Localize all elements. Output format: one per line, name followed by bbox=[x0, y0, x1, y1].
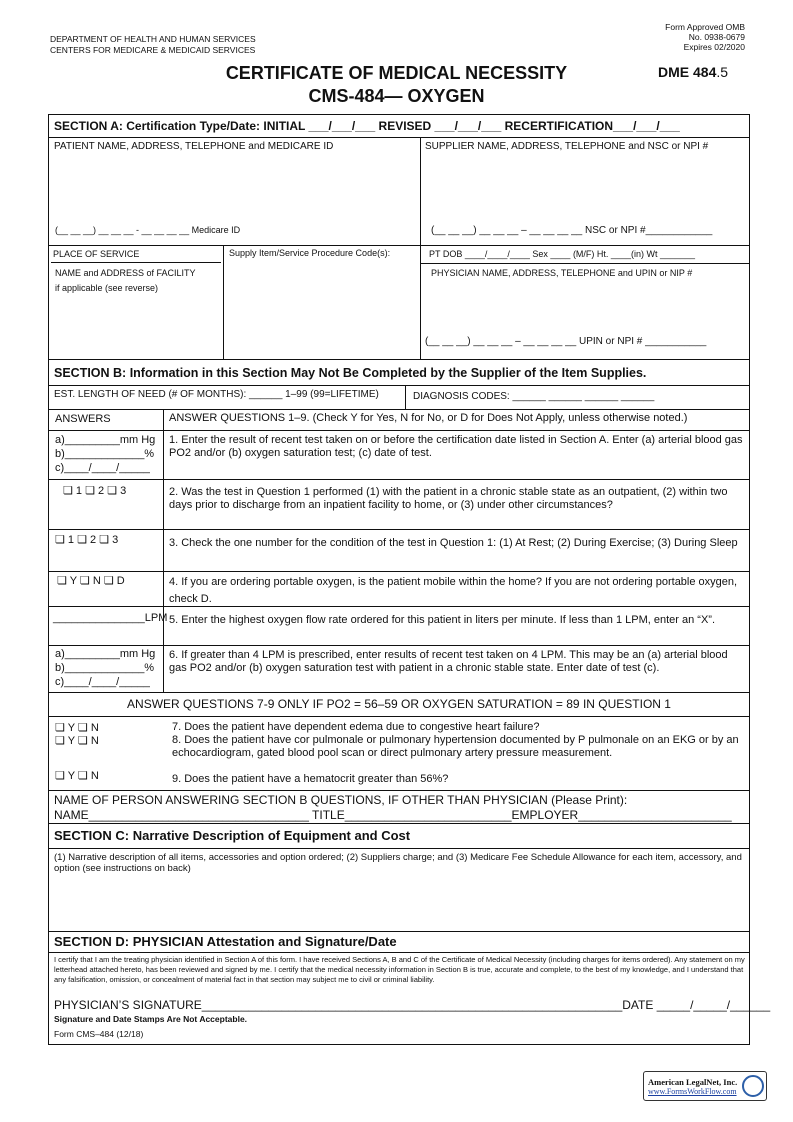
divider bbox=[49, 359, 749, 360]
divider bbox=[49, 790, 749, 791]
section-d-heading: SECTION D: PHYSICIAN Attestation and Signature/Date bbox=[54, 934, 397, 949]
narrative-description-field[interactable]: (1) Narrative description of all items, accessories and option ordered; (2) Suppliers charge; and (3) Medicare Fee Schedule Allowance for each item, accessory, and option (see instructions on back) bbox=[54, 852, 742, 874]
physician-signature-field[interactable]: PHYSICIAN’S SIGNATURE_______________________________________________________________DATE _____/_____/______ bbox=[54, 998, 771, 1012]
question-4: 4. If you are ordering portable oxygen, is the patient mobile within the home? If you are not ordering portable oxygen, check D. bbox=[169, 576, 738, 605]
form-title-line2: CMS-484— OXYGEN bbox=[308, 86, 485, 106]
patient-info-label: PATIENT NAME, ADDRESS, TELEPHONE and MEDICARE ID bbox=[54, 141, 334, 152]
q1-date-field[interactable]: c)____/____/_____ bbox=[55, 462, 150, 474]
question-9: 9. Does the patient have a hematocrit greater than 56%? bbox=[172, 773, 449, 785]
q1-sat-field[interactable]: b)_____________% bbox=[55, 448, 155, 460]
divider bbox=[49, 931, 749, 932]
q6-po2-field[interactable]: a)_________mm Hg bbox=[55, 648, 156, 660]
divider bbox=[51, 262, 221, 263]
q9-checkboxes[interactable]: ❏ Y ❏ N bbox=[55, 770, 99, 782]
globe-icon bbox=[742, 1075, 764, 1097]
divider bbox=[49, 245, 749, 246]
divider bbox=[420, 263, 749, 264]
logo-company: American LegalNet, Inc. bbox=[648, 1077, 738, 1087]
logo-website: www.FormsWorkFlow.com bbox=[648, 1087, 737, 1096]
facility-label: NAME and ADDRESS of FACILITY bbox=[55, 268, 196, 278]
question-6: 6. If greater than 4 LPM is prescribed, enter results of recent test taken on 4 LPM. This may be an (a) arterial blood gas PO2 and/or (b) oxygen saturation test with patient in a chronic stable state. Enter date of test (c). bbox=[169, 649, 728, 674]
divider bbox=[49, 385, 749, 386]
divider bbox=[49, 823, 749, 824]
divider bbox=[49, 137, 749, 138]
divider bbox=[405, 385, 406, 409]
supply-codes-field[interactable]: Supply Item/Service Procedure Code(s): bbox=[229, 248, 391, 258]
answers-header: ANSWERS bbox=[55, 413, 111, 425]
divider bbox=[49, 952, 749, 953]
divider bbox=[49, 409, 749, 410]
dme-label: DME 484 bbox=[658, 64, 717, 80]
q6-sat-field[interactable]: b)_____________% bbox=[55, 662, 155, 674]
patient-phone-field[interactable]: (__ __ __) __ __ __ - __ __ __ __ Medicare ID bbox=[55, 225, 241, 235]
agency-header bbox=[50, 34, 256, 56]
q2-checkboxes[interactable]: ❏ 1 ❏ 2 ❏ 3 bbox=[63, 485, 127, 497]
section-a-heading: SECTION A: Certification Type/Date: INITIAL ___/___/___ REVISED ___/___/___ RECERTIFICATION___/___/___ bbox=[54, 119, 680, 133]
omb-approved: Form Approved OMB bbox=[665, 22, 745, 32]
supplier-phone-field[interactable]: (__ __ __) __ __ __ – __ __ __ __ NSC or NPI #____________ bbox=[431, 225, 713, 236]
question-7: 7. Does the patient have dependent edema due to congestive heart failure? bbox=[172, 721, 540, 733]
dme-suffix: .5 bbox=[716, 64, 729, 80]
question-1: 1. Enter the result of recent test taken on or before the certification date listed in Section A. Enter (a) arterial blood gas PO2 and/or (b) oxygen saturation test; (c) date of test. bbox=[169, 434, 743, 459]
divider bbox=[49, 645, 749, 646]
question-8: 8. Does the patient have cor pulmonale or pulmonary hypertension documented by P pulmonale on an EKG or by an echocardiogram, gated blood pool scan or direct pulmonary artery pressure measurement. bbox=[172, 734, 739, 759]
physician-phone-field[interactable]: (__ __ __) __ __ __ – __ __ __ __ UPIN or NPI # ___________ bbox=[425, 336, 707, 347]
facility-note: if applicable (see reverse) bbox=[55, 283, 159, 293]
q6-date-field[interactable]: c)____/____/_____ bbox=[55, 676, 150, 688]
answer-instructions: ANSWER QUESTIONS 1–9. (Check Y for Yes, N for No, or D for Does Not Apply, unless otherwise noted.) bbox=[169, 412, 688, 424]
divider bbox=[420, 137, 421, 359]
divider bbox=[49, 529, 749, 530]
q7-checkboxes[interactable]: ❏ Y ❏ N bbox=[55, 722, 99, 734]
divider bbox=[163, 409, 164, 692]
diagnosis-codes-field[interactable]: DIAGNOSIS CODES: ______ ______ ______ ______ bbox=[413, 391, 655, 402]
q7-9-header: ANSWER QUESTIONS 7-9 ONLY IF PO2 = 56–59 OR OXYGEN SATURATION = 89 IN QUESTION 1 bbox=[127, 697, 671, 711]
dme-number bbox=[658, 64, 728, 80]
q5-lpm-field[interactable]: _______________LPM bbox=[53, 612, 168, 624]
place-of-service-field[interactable]: PLACE OF SERVICE bbox=[53, 249, 140, 259]
divider bbox=[49, 692, 749, 693]
divider bbox=[223, 245, 224, 359]
q4-checkboxes[interactable]: ❏ Y ❏ N ❏ D bbox=[57, 575, 125, 587]
agency-name: CENTERS FOR MEDICARE & MEDICAID SERVICES bbox=[50, 45, 256, 55]
form-title-line1: CERTIFICATE OF MEDICAL NECESSITY bbox=[225, 63, 568, 83]
question-2: 2. Was the test in Question 1 performed (1) with the patient in a chronic stable state as an outpatient, (2) within two days prior to discharge from an inpatient facility to home, or (3) under other circumstances? bbox=[169, 486, 728, 511]
section-c-heading: SECTION C: Narrative Description of Equipment and Cost bbox=[54, 828, 411, 843]
omb-info bbox=[665, 22, 745, 52]
attestation-text: I certify that I am the treating physician identified in Section A of this form. I have received Sections A, B and C of the Certificate of Medical Necessity (including charges for items ordered). Any statement on my letterhead attached hereto, has been reviewed and signed by me. I certify that the medical necessity information in Section B is true, accurate and complete, to the best of my knowledge, and I understand that any falsification, omission, or concealment of material fact in that section may subject me to civil or criminal liability. bbox=[54, 955, 745, 984]
q8-checkboxes[interactable]: ❏ Y ❏ N bbox=[55, 735, 99, 747]
question-3: 3. Check the one number for the condition of the test in Question 1: (1) At Rest; (2) During Exercise; (3) During Sleep bbox=[169, 537, 738, 549]
omb-expiry: Expires 02/2020 bbox=[683, 42, 745, 52]
section-b-heading: SECTION B: Information in this Section May Not Be Completed by the Supplier of the Item Supplies. bbox=[54, 366, 647, 380]
divider bbox=[49, 848, 749, 849]
omb-number: No. 0938-0679 bbox=[688, 32, 745, 42]
supplier-info-label: SUPPLIER NAME, ADDRESS, TELEPHONE and NSC or NPI # bbox=[425, 141, 709, 152]
form-number: Form CMS–484 (12/18) bbox=[54, 1029, 144, 1039]
divider bbox=[49, 571, 749, 572]
physician-info-label: PHYSICIAN NAME, ADDRESS, TELEPHONE and UPIN or NIP # bbox=[431, 268, 693, 278]
divider bbox=[49, 430, 749, 431]
divider bbox=[49, 606, 749, 607]
q1-po2-field[interactable]: a)_________mm Hg bbox=[55, 434, 156, 446]
legalnet-logo bbox=[643, 1071, 767, 1101]
question-5: 5. Enter the highest oxygen flow rate ordered for this patient in liters per minute. If less than 1 LPM, enter an “X”. bbox=[169, 614, 716, 626]
answering-person-label: NAME OF PERSON ANSWERING SECTION B QUESTIONS, IF OTHER THAN PHYSICIAN (Please Print): bbox=[54, 793, 628, 807]
form-body bbox=[48, 114, 771, 1045]
divider bbox=[49, 479, 749, 480]
dept-name: DEPARTMENT OF HEALTH AND HUMAN SERVICES bbox=[50, 34, 256, 44]
pt-dob-field[interactable]: PT DOB ____/____/____ Sex ____ (M/F) Ht. ____(in) Wt _______ bbox=[429, 249, 695, 259]
length-of-need-field[interactable]: EST. LENGTH OF NEED (# OF MONTHS): ______ 1–99 (99=LIFETIME) bbox=[54, 389, 379, 400]
answering-person-name-field[interactable]: NAME_________________________________ TITLE_________________________EMPLOYER_______________________ bbox=[54, 808, 732, 822]
divider bbox=[49, 716, 749, 717]
q3-checkboxes[interactable]: ❏ 1 ❏ 2 ❏ 3 bbox=[55, 534, 119, 546]
stamps-note: Signature and Date Stamps Are Not Acceptable. bbox=[54, 1014, 248, 1024]
